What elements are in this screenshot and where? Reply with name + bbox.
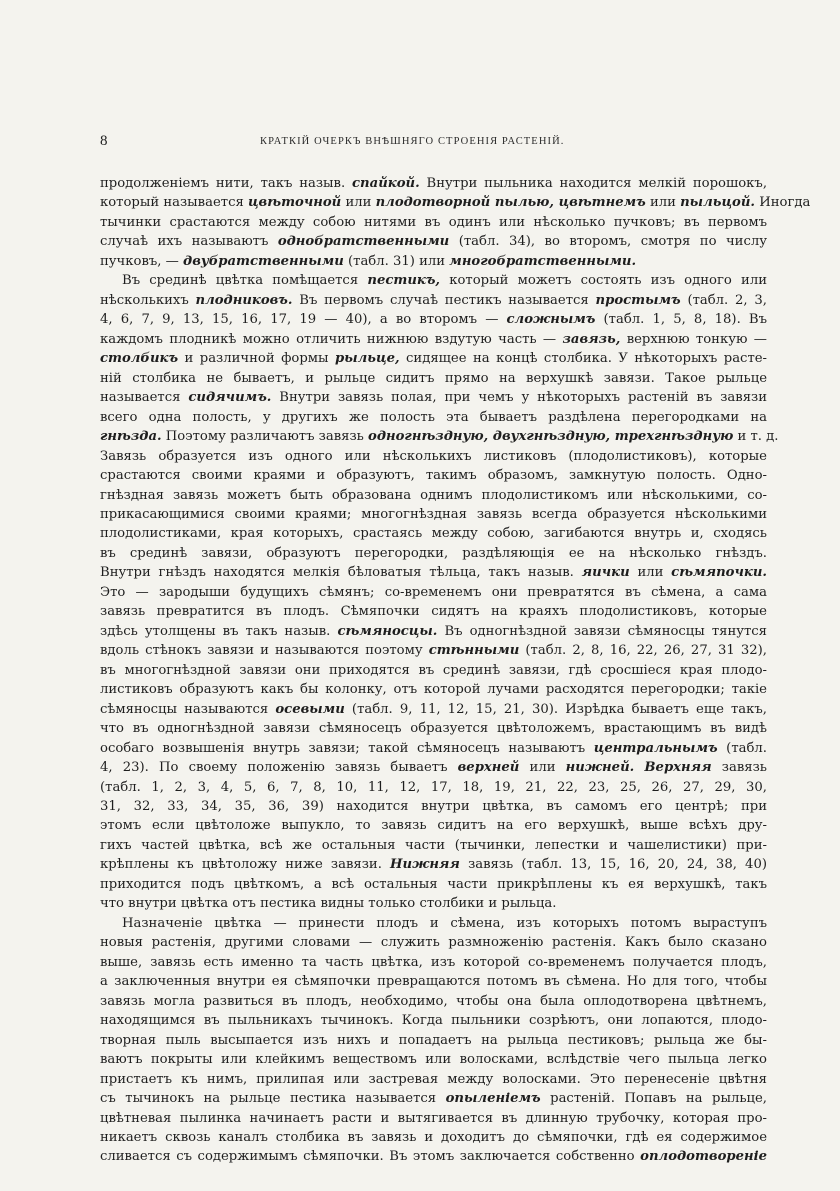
text-line [100, 174, 767, 193]
text-run: 4, 6, 7, 9, 13, 15, 16, 17, 19 — 40), а во второмъ — [100, 312, 507, 328]
text-line [100, 992, 767, 1011]
text-run: случаѣ ихъ называютъ [100, 234, 278, 250]
text-line [100, 330, 767, 349]
emphasized-term: одногнѣздную, двухгнѣздную, трехгнѣздную [368, 429, 734, 445]
text-line [100, 193, 811, 212]
emphasized-term: верхней [457, 760, 520, 776]
emphasized-term: нижней. [565, 760, 635, 776]
emphasized-term: однобратственными [277, 234, 450, 250]
text-run: гихъ частей цвѣтка, всѣ же остальныя части (тычинки, лепестки и чашелистики) при- [100, 837, 767, 853]
emphasized-term: яички [581, 565, 630, 581]
text-line [100, 213, 767, 232]
text-run: или [629, 565, 672, 581]
text-run: ваютъ покрыты или клейкимъ веществомъ или волосками, вслѣдствіе чего пыльца легко [100, 1052, 767, 1068]
text-run: Внутри пыльника находится мелкій порошокъ, [419, 176, 768, 191]
text-line [100, 1109, 767, 1128]
emphasized-term: пестикъ, [367, 273, 441, 289]
text-line [100, 408, 767, 427]
text-run: верхнюю тонкую — [620, 331, 767, 347]
text-run: срастаются своими краями и образуютъ, такимъ образомъ, замкнутую полость. Одно- [100, 468, 767, 484]
text-run: который можетъ состоять изъ одного или [440, 273, 767, 289]
text-run: всего одна полость, у другихъ же полость эта бываетъ раздѣлена перегородками на [100, 409, 767, 425]
text-line [100, 778, 767, 797]
text-line [100, 602, 767, 621]
text-run: Въ одногнѣздной завязи сѣмяносцы тянутся [437, 623, 768, 639]
text-line [100, 583, 767, 602]
text-run: завязь (табл. 13, 15, 16, 20, 24, 38, 40) [459, 857, 767, 873]
text-run: выше, завязь есть именно та часть цвѣтка, изъ которой со-временемъ получается плодъ, [100, 954, 767, 970]
text-run: и различной формы [178, 351, 336, 367]
emphasized-term: оплодотвореніе [640, 1149, 767, 1165]
text-run: и т. д. [733, 429, 779, 445]
text-run: называется [100, 390, 189, 406]
text-line [100, 1070, 767, 1089]
text-run: (табл. 34), во второмъ, смотря по числу [449, 234, 767, 250]
text-line [100, 505, 767, 524]
emphasized-term: Верхняя [644, 760, 712, 776]
emphasized-term: сидячимъ. [188, 390, 272, 406]
text-run: Въ первомъ случаѣ пестикъ называется [292, 292, 596, 308]
text-run: или [645, 195, 681, 211]
text-run: цвѣтневая пылинка начинаетъ расти и вытягивается въ длинную трубочку, которая про- [100, 1110, 767, 1126]
text-line [100, 388, 767, 407]
text-line [100, 972, 767, 991]
text-run: или [341, 195, 376, 211]
text-run: сѣмяносцы называются [100, 701, 276, 717]
text-run: завязь могла развиться въ плодъ, необходимо, чтобы она была оплодотворена цвѣтнемъ, [100, 993, 767, 1009]
emphasized-term: сѣмяносцы. [337, 623, 438, 639]
text-line [100, 271, 767, 290]
emphasized-term: плодниковъ. [195, 292, 293, 308]
running-title: КРАТКІЙ ОЧЕРКЪ ВНѢШНЯГО СТРОЕНІЯ РАСТЕНІЙ. [260, 136, 565, 147]
text-line [100, 1011, 767, 1030]
text-run: пристаетъ къ нимъ, прилипая или застревая между волосками. Это перенесеніе цвѣтня [100, 1071, 767, 1087]
emphasized-term: сѣмяпочки. [671, 565, 767, 581]
text-line [100, 758, 767, 777]
text-run: тычинки срастаются между собою нитями въ одинъ или нѣсколько пучковъ; въ первомъ [100, 214, 767, 230]
text-run: который называется [100, 195, 248, 211]
text-run: что въ одногнѣздной завязи сѣмяносецъ образуется цвѣтоложемъ, врастающимъ въ видѣ [100, 721, 767, 737]
text-run: новыя растенія, другими словами — служить размноженію растенія. Какъ было сказано [100, 935, 767, 951]
text-run: прикасающимися своими краями; многогнѣздная завязь всегда образуется нѣсколькими [100, 506, 767, 522]
text-line [100, 1031, 767, 1050]
emphasized-term: многобратственными. [449, 253, 637, 269]
text-run: растеній. Попавъ на рыльце, [540, 1091, 768, 1107]
text-run: пучковъ, — [100, 253, 184, 269]
text-run [634, 760, 644, 775]
text-line [100, 349, 767, 368]
text-line [100, 700, 767, 719]
text-line [100, 252, 767, 271]
text-line [100, 855, 767, 874]
text-run: (табл. 2, 3, [680, 292, 767, 308]
text-run: вдоль стѣнокъ завязи и называются поэтому [100, 643, 429, 659]
text-run: (табл. [717, 740, 767, 756]
text-run: (табл. 2, 8, 16, 22, 26, 27, 31 32), [519, 643, 767, 659]
text-run: 4, 23). По своему положенію завязь бываетъ [100, 760, 458, 776]
emphasized-term: опыленіемъ [445, 1091, 541, 1107]
text-run: (табл. 31) или [343, 253, 450, 269]
text-run: (табл. 1, 2, 3, 4, 5, 6, 7, 8, 10, 11, 12, 17, 18, 19, 21, 22, 23, 25, 26, 27, 29, 30, [100, 779, 767, 795]
text-line [100, 836, 767, 855]
emphasized-term: сложнымъ [506, 312, 596, 328]
text-line [100, 427, 779, 446]
text-line [100, 544, 767, 563]
text-line [100, 933, 767, 952]
emphasized-term: рыльце, [335, 351, 400, 367]
text-line [100, 739, 767, 758]
text-run: Внутри гнѣздъ находятся мелкія бѣловатыя тѣльца, такъ назыв. [100, 565, 582, 581]
emphasized-term: плодотворной пылью, цвѣтнемъ [375, 195, 646, 211]
text-line [100, 563, 767, 582]
text-run: а заключенныя внутри ея сѣмяпочки превращаются потомъ въ сѣмена. Но для того, чтобы [100, 974, 767, 990]
body-text [100, 174, 811, 1167]
text-line [100, 953, 767, 972]
text-line [100, 641, 767, 660]
emphasized-term: гнѣзда. [100, 429, 162, 445]
page-number: 8 [100, 133, 108, 149]
emphasized-term: центральнымъ [593, 740, 718, 756]
text-run: сливается съ содержимымъ сѣмяпочки. Въ этомъ заключается собственно [100, 1149, 641, 1165]
text-run: въ срединѣ завязи, образуютъ перегородки, раздѣляющія ее на нѣсколько гнѣздъ. [100, 545, 767, 561]
text-run: 31, 32, 33, 34, 35, 36, 39) находится внутри цвѣтка, въ самомъ его центрѣ; при [100, 799, 767, 814]
text-run: особаго возвышенія внутрь завязи; такой сѣмяносецъ называютъ [100, 740, 594, 756]
emphasized-term: столбикъ [100, 351, 179, 367]
emphasized-term: стѣнными [428, 643, 520, 659]
text-run: (табл. 9, 11, 12, 15, 21, 30). Изрѣдка бываетъ еще такъ, [344, 701, 767, 717]
text-line [100, 661, 767, 680]
text-line [100, 466, 767, 485]
emphasized-term: спайкой. [352, 176, 420, 191]
text-run: каждомъ плодникѣ можно отличить нижнюю вздутую часть — [100, 331, 563, 347]
text-line [100, 310, 767, 329]
text-run: Поэтому различаютъ завязь [161, 429, 369, 445]
text-line [100, 894, 767, 913]
text-run: Внутри завязь полая, при чемъ у нѣкоторыхъ растеній въ завязи [271, 390, 767, 406]
text-line [100, 447, 767, 466]
emphasized-term: осевыми [275, 701, 345, 717]
text-line [100, 232, 767, 251]
text-line [100, 1089, 767, 1108]
text-run: гнѣздная завязь можетъ быть образована однимъ плодолистикомъ или нѣсколькими, со- [100, 487, 767, 503]
text-line [100, 291, 767, 310]
text-line [100, 797, 767, 816]
text-run: завязь превратится въ плодъ. Сѣмяпочки сидятъ на краяхъ плодолистиковъ, которые [100, 604, 767, 620]
text-run: что внутри цвѣтка отъ пестика видны только столбики и рыльца. [100, 896, 557, 912]
text-line [100, 1050, 767, 1069]
text-run: сидящее на концѣ столбика. У нѣкоторыхъ расте- [399, 351, 768, 367]
text-run: Назначеніе цвѣтка — принести плодъ и сѣмена, изъ которыхъ потомъ выраступъ [122, 915, 767, 931]
text-run: плодолистиками, края которыхъ, срастаясь между собою, загибаются внутрь и, сходясь [100, 526, 767, 542]
text-run: Завязь образуется изъ одного или нѣсколькихъ листиковъ (плодолистиковъ), которые [100, 448, 767, 464]
page-header [100, 133, 750, 155]
text-run: продолженіемъ нити, такъ назыв. [100, 176, 353, 191]
emphasized-term: простымъ [595, 292, 681, 308]
text-run: или [519, 760, 566, 776]
text-run: творная пыль высыпается изъ нихъ и попадаетъ на рыльца пестиковъ; рыльца же бы- [100, 1032, 767, 1048]
text-line [100, 680, 767, 699]
text-run: листиковъ образуютъ какъ бы колонку, отъ которой лучами расходятся перегородки; такіе [100, 682, 767, 698]
emphasized-term: цвѣточной [247, 195, 342, 211]
text-run: крѣплены къ цвѣтоложу ниже завязи. [100, 857, 391, 873]
text-run: Иногда [755, 195, 811, 211]
text-run: никаетъ сквозь каналъ столбика въ завязь и доходитъ до сѣмяпочки, гдѣ ея содержимое [100, 1129, 767, 1145]
text-line [100, 622, 767, 641]
text-line [100, 524, 767, 543]
text-run: завязь [711, 760, 767, 776]
text-line [100, 1147, 767, 1166]
text-run: здѣсь утолщены въ такъ назыв. [100, 623, 338, 639]
emphasized-term: пыльцой. [680, 195, 756, 211]
text-line [100, 719, 767, 738]
text-line [100, 1128, 767, 1147]
text-line [100, 914, 767, 933]
text-run: приходится подъ цвѣткомъ, а всѣ остальныя части прикрѣплены къ ея верхушкѣ, такъ [100, 876, 767, 892]
text-line [100, 875, 767, 894]
text-line [100, 369, 767, 388]
emphasized-term: завязь, [562, 331, 621, 347]
text-run: съ тычинокъ на рыльце пестика называется [100, 1091, 446, 1107]
text-run: находящимся въ пыльникахъ тычинокъ. Когда пыльники созрѣютъ, они лопаются, плодо- [100, 1013, 767, 1029]
text-run: Это — зародыши будущихъ сѣмянъ; со-временемъ они превратятся въ сѣмена, а сама [100, 584, 767, 600]
emphasized-term: двубратственными [183, 253, 344, 269]
text-run: (табл. 1, 5, 8, 18). Въ [595, 312, 767, 328]
text-run: въ многогнѣздной завязи они приходятся въ срединѣ завязи, гдѣ сросшіеся края плодо- [100, 662, 767, 678]
text-run: ній столбика не бываетъ, и рыльце сидитъ прямо на верхушкѣ завязи. Такое рыльце [100, 370, 767, 386]
text-line [100, 816, 767, 835]
text-run: нѣсколькихъ [100, 292, 196, 308]
text-run: Въ срединѣ цвѣтка помѣщается [122, 273, 368, 289]
text-line [100, 486, 767, 505]
emphasized-term: Нижняя [390, 857, 460, 873]
text-run: этомъ если цвѣтоложе выпукло, то завязь сидитъ на его верхушкѣ, выше всѣхъ дру- [100, 818, 767, 834]
